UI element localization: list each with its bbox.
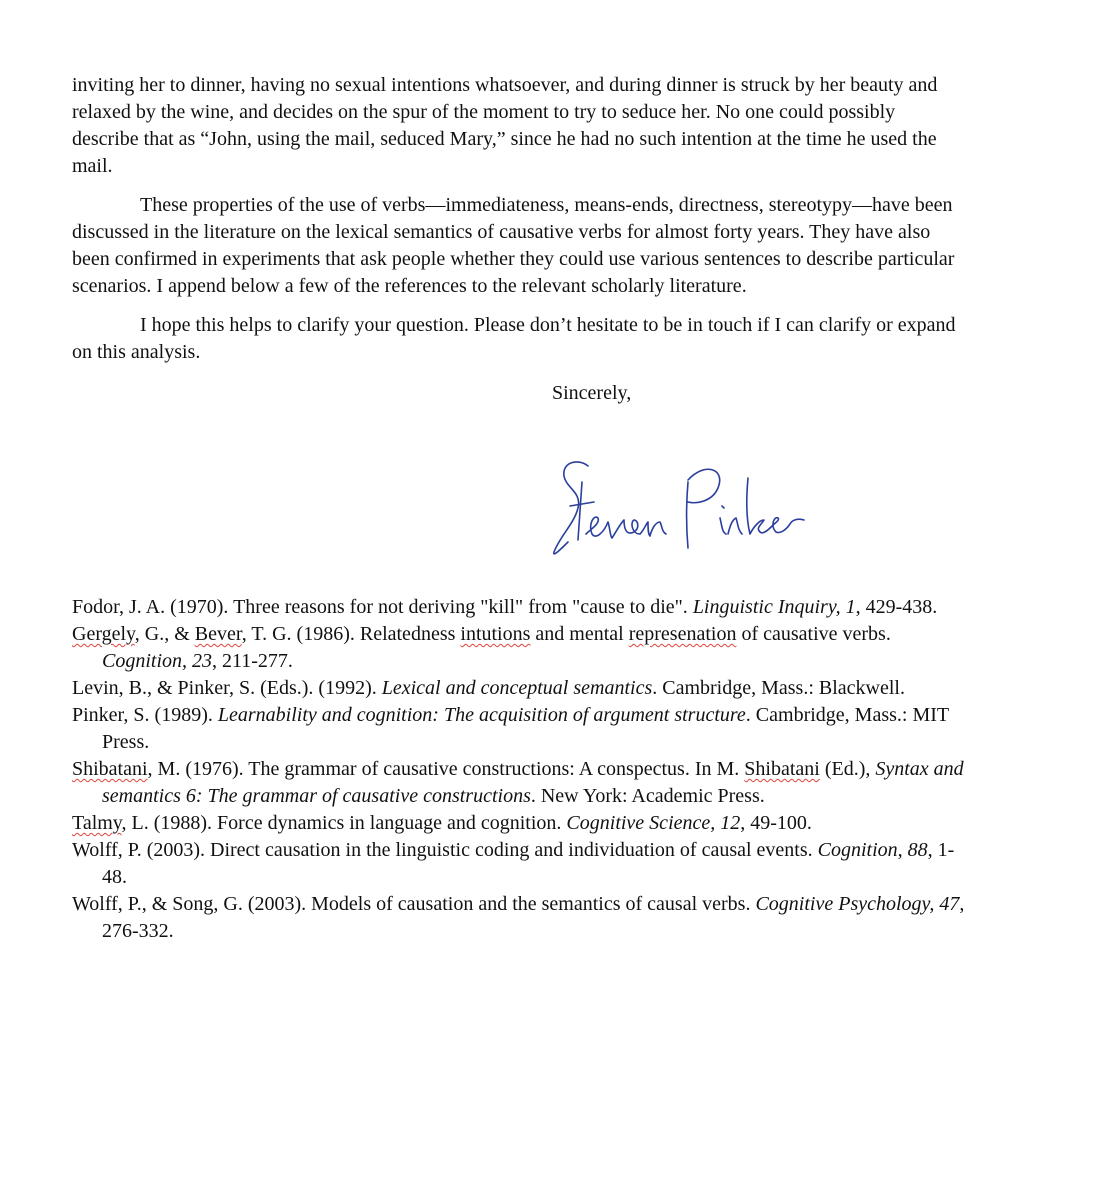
- spellcheck-word[interactable]: Bever: [194, 623, 242, 645]
- reference-text: Pinker, S. (1989).: [72, 704, 218, 726]
- reference-publisher: . New York: Academic Press.: [530, 785, 765, 807]
- spellcheck-word[interactable]: represenation: [628, 623, 737, 645]
- spellcheck-word[interactable]: Gergely: [72, 623, 135, 645]
- reference-journal: Linguistic Inquiry, 1: [692, 596, 856, 618]
- reference-pages: , 211-277.: [212, 650, 293, 672]
- reference-wolff-song-2003: [72, 891, 972, 945]
- reference-text: , T. G. (1986). Relatedness: [241, 623, 461, 645]
- reference-pages: , 49-100.: [740, 812, 812, 834]
- closing: Sincerely,: [552, 382, 632, 404]
- reference-publisher: . Cambridge, Mass.: Blackwell.: [652, 677, 905, 699]
- reference-pages: , 276-332.: [102, 893, 965, 942]
- paragraph-2: These properties of the use of verbs—immediateness, means-ends, directness, stereotypy—have been discussed in the literature on the lexical semantics of causative verbs for almost forty years. They have also been confirmed in experiments that ask people whether they could use various sentences to describe particular scenarios. I append below a few of the references to the relevant scholarly literature.: [72, 194, 955, 297]
- paragraph-1: inviting her to dinner, having no sexual intentions whatsoever, and during dinner is struck by her beauty and relaxed by the wine, and decides on the spur of the moment to try to seduce her. No one could possibly describe that as “John, using the mail, seduced Mary,” since he had no such intention at the time he used the mail.: [72, 74, 938, 177]
- reference-text: , L. (1988). Force dynamics in language and cognition.: [121, 812, 567, 834]
- signature-image: [548, 448, 818, 563]
- spellcheck-word[interactable]: Shibatani: [744, 758, 820, 780]
- reference-pages: , 429-438.: [855, 596, 938, 618]
- reference-journal: Cognitive Science, 12: [566, 812, 741, 834]
- reference-gergely-1986: [72, 621, 972, 675]
- reference-journal: Cognition, 23: [102, 650, 213, 672]
- reference-wolff-2003: [72, 837, 972, 891]
- reference-pages: , 1-48.: [102, 839, 955, 888]
- spellcheck-word[interactable]: intutions: [460, 623, 531, 645]
- reference-text: (Ed.),: [819, 758, 876, 780]
- reference-journal: Cognition, 88: [817, 839, 928, 861]
- reference-levin-1992: [72, 675, 972, 702]
- references-list: [72, 594, 972, 945]
- reference-book-title: Syntax and semantics 6: The grammar of causative constructions: [102, 758, 964, 807]
- reference-text: , G., &: [134, 623, 195, 645]
- letter-body: [72, 72, 962, 407]
- spellcheck-word[interactable]: Shibatani: [72, 758, 148, 780]
- reference-publisher: . Cambridge, Mass.: MIT Press.: [102, 704, 949, 753]
- reference-text: , M. (1976). The grammar of causative constructions: A conspectus. In M.: [147, 758, 745, 780]
- spellcheck-word[interactable]: Talmy: [72, 812, 122, 834]
- reference-text: Wolff, P., & Song, G. (2003). Models of causation and the semantics of causal verbs.: [72, 893, 756, 915]
- reference-text: of causative verbs.: [736, 623, 891, 645]
- reference-text: Wolff, P. (2003). Direct causation in the linguistic coding and individuation of causal events.: [72, 839, 818, 861]
- reference-text: Levin, B., & Pinker, S. (Eds.). (1992).: [72, 677, 382, 699]
- reference-talmy-1988: [72, 810, 972, 837]
- reference-text: and mental: [530, 623, 629, 645]
- paragraph-3: I hope this helps to clarify your question. Please don’t hesitate to be in touch if I can clarify or expand on this analysis.: [72, 314, 956, 363]
- reference-book-title: Lexical and conceptual semantics: [381, 677, 653, 699]
- reference-text: Fodor, J. A. (1970). Three reasons for not deriving "kill" from "cause to die".: [72, 596, 693, 618]
- reference-book-title: Learnability and cognition: The acquisition of argument structure: [217, 704, 746, 726]
- reference-shibatani-1976: [72, 756, 972, 810]
- reference-journal: Cognitive Psychology, 47: [755, 893, 960, 915]
- reference-fodor-1970: [72, 594, 972, 621]
- reference-pinker-1989: [72, 702, 972, 756]
